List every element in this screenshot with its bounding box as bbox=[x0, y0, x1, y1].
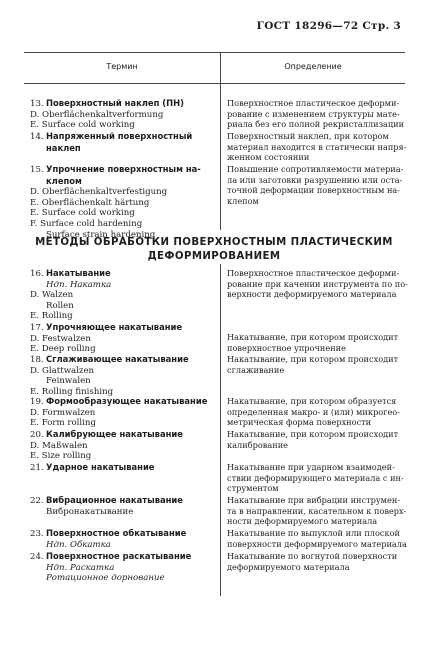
term-name: Формообразующее накатывание bbox=[46, 396, 208, 406]
definition-cell: Накатывание по вогнутой поверхности деформируемого материала bbox=[227, 551, 398, 572]
term-number: 23. bbox=[30, 529, 44, 539]
term-cell bbox=[30, 551, 216, 584]
page-header: ГОСТ 18296—72 Стр. 3 bbox=[256, 20, 401, 32]
definition-cell: Накатывание, при котором образуется определенная макро- и (или) микрогео- метрическая форма поверхности bbox=[227, 396, 400, 428]
term-translation: D. Oberflächenkaltverfestigung bbox=[30, 187, 168, 198]
term-name: Накатывание bbox=[46, 268, 111, 278]
definition-cell: Накатывание, при котором происходит сглаживание bbox=[227, 354, 399, 375]
term-translation: D. Glattwalzen bbox=[30, 365, 95, 376]
column-divider-bottom bbox=[220, 264, 221, 596]
term-translation: E. Form rolling bbox=[30, 418, 96, 429]
term-name: Калибрующее накатывание bbox=[46, 429, 183, 439]
column-divider-top bbox=[220, 82, 221, 230]
term-name: наклеп bbox=[46, 142, 81, 153]
term-name: Напряженный поверхностный bbox=[46, 131, 193, 141]
term-cell bbox=[30, 98, 216, 131]
term-translation: Ротационное дорнование bbox=[46, 573, 165, 584]
term-name: Поверхностное раскатывание bbox=[46, 551, 192, 561]
definition-cell: Поверхностное пластическое деформи- рование при качении инструмента по по- верхности деформируемого материала bbox=[227, 268, 408, 300]
table-header bbox=[24, 52, 405, 84]
definition-cell: Накатывание, при котором происходит калибрование bbox=[227, 429, 399, 450]
definition-cell: Поверхностное пластическое деформи- рование с изменением структуры мате- риала без его полной рекристаллизации bbox=[227, 98, 405, 130]
term-translation: E. Oberflächenkalt härtung bbox=[30, 197, 150, 208]
term-cell bbox=[30, 429, 216, 462]
term-cell bbox=[30, 322, 216, 355]
term-name: клепом bbox=[46, 175, 82, 186]
term-translation: Rollen bbox=[46, 300, 74, 311]
term-translation: Вибронакатывание bbox=[46, 506, 134, 517]
term-number: 14. bbox=[30, 132, 44, 142]
term-translation: D. Walzen bbox=[30, 290, 74, 301]
section-heading: МЕТОДЫ ОБРАБОТКИ ПОВЕРХНОСТНЫМ ПЛАСТИЧЕСКИМ ДЕФОРМИРОВАНИЕМ bbox=[35, 237, 393, 262]
term-number: 15. bbox=[30, 165, 44, 175]
definition-cell: Накатывание при вибрации инструмен- та в направлении, касательном к поверх- ности деформируемого материала bbox=[227, 495, 407, 527]
term-cell bbox=[30, 268, 216, 322]
term-cell bbox=[30, 528, 216, 550]
term-translation: E. Rolling bbox=[30, 311, 73, 322]
term-translation: D. Maßwalen bbox=[30, 440, 88, 451]
term-number: 17. bbox=[30, 323, 44, 333]
term-translation: F. Surface cold hardening bbox=[30, 218, 143, 229]
term-translation: E. Size rolling bbox=[30, 451, 92, 462]
term-cell bbox=[30, 462, 216, 474]
term-name: Ударное накатывание bbox=[46, 462, 155, 472]
definition-cell: Накатывание, при котором происходит поверхностное упрочнение bbox=[227, 332, 399, 353]
definition-cell: Поверхностный наклеп, при котором материал находится в статически напря- женном состоянии bbox=[227, 131, 407, 163]
term-name: Поверхностный наклеп (ПН) bbox=[46, 98, 184, 108]
term-number: 19. bbox=[30, 397, 44, 407]
definition-cell: Накатывание при ударном взаимодей- ствии деформирующего материала с ин- струментом bbox=[227, 462, 404, 494]
term-name: Поверхностное обкатывание bbox=[46, 528, 187, 538]
term-cell bbox=[30, 131, 216, 154]
term-translation: E. Surface cold working bbox=[30, 120, 135, 131]
term-number: 16. bbox=[30, 269, 44, 279]
term-translation: D. Oberflächenkaltverformung bbox=[30, 109, 164, 120]
term-number: 18. bbox=[30, 355, 44, 365]
term-name: Упрочнение поверхностным на- bbox=[46, 164, 201, 174]
term-number: 21. bbox=[30, 463, 44, 473]
term-translation: D. Formwalzen bbox=[30, 407, 96, 418]
term-translation: Ндп. Раскатка bbox=[46, 562, 115, 573]
term-number: 22. bbox=[30, 496, 44, 506]
term-column-header: Термин bbox=[106, 62, 138, 71]
definition-cell: Накатывание по выпуклой или плоской поверхности деформируемого материала bbox=[227, 528, 407, 549]
term-translation: Feinwalen bbox=[46, 376, 91, 387]
term-translation: Ндп. Обкатка bbox=[46, 539, 111, 550]
term-translation: D. Festwalzen bbox=[30, 333, 91, 344]
term-number: 24. bbox=[30, 552, 44, 562]
term-translation: Surface strain hardening bbox=[46, 229, 156, 240]
term-name: Вибрационное накатывание bbox=[46, 495, 183, 505]
definition-cell: Повышение сопротивляемости материа- ла или заготовки разрушению или оста- точной деформации поверхностным на- клепом bbox=[227, 164, 404, 206]
term-translation: E. Deep rolling bbox=[30, 344, 96, 355]
term-translation: Ндп. Накатка bbox=[46, 279, 112, 290]
term-translation: E. Surface cold working bbox=[30, 208, 135, 219]
term-name: Упрочняющее накатывание bbox=[46, 322, 183, 332]
term-number: 13. bbox=[30, 99, 44, 109]
term-cell bbox=[30, 495, 216, 517]
term-translation: E. Rolling finishing bbox=[30, 386, 114, 397]
term-number: 20. bbox=[30, 430, 44, 440]
term-cell bbox=[30, 354, 216, 397]
term-cell bbox=[30, 164, 216, 240]
definition-column-header: Определение bbox=[284, 62, 342, 71]
term-cell bbox=[30, 396, 216, 429]
term-name: Сглаживающее накатывание bbox=[46, 354, 189, 364]
